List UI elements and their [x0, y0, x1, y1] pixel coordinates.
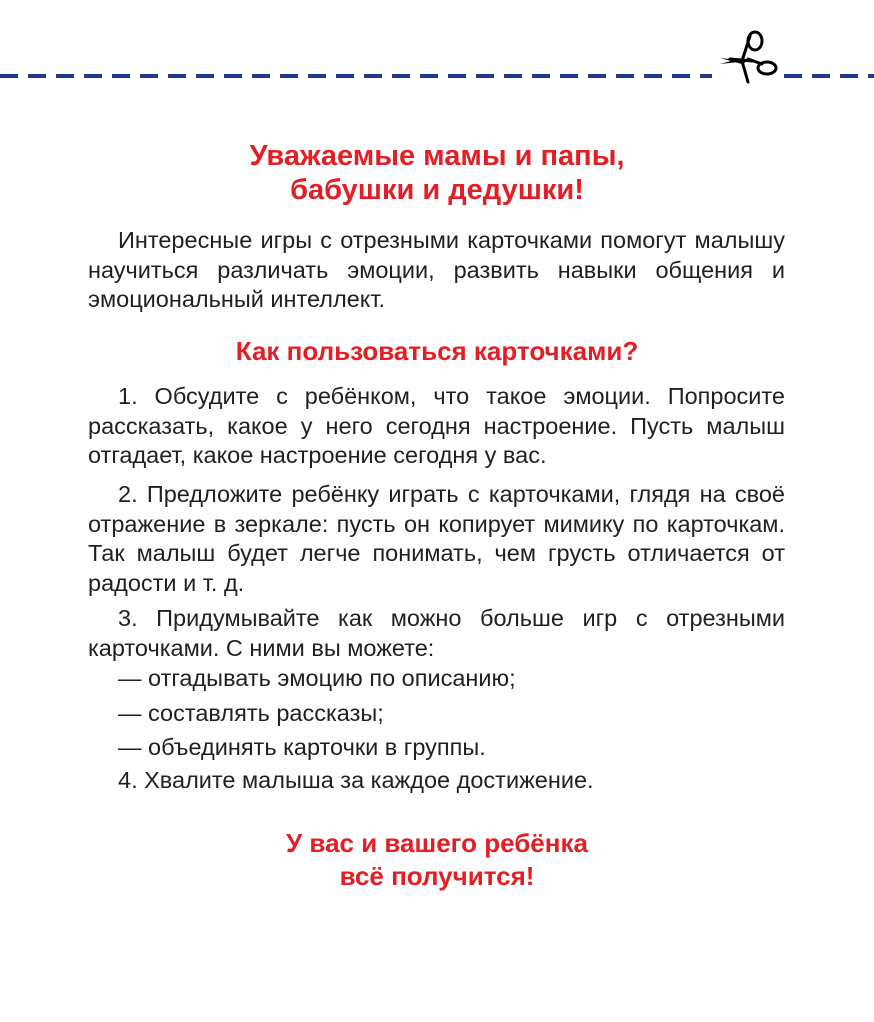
step-4: 4. Хвалите малыша за каждое достижение. — [118, 767, 594, 793]
sub-item-3: — объединять карточки в группы. — [118, 734, 486, 760]
step-3: 3. Придумывайте как можно больше игр с отрезными карточками. С ними вы можете: — [88, 605, 785, 661]
sub-item-2: — составлять рассказы; — [118, 700, 384, 726]
greeting-line-2: бабушки и дедушки! — [290, 174, 584, 206]
scissors-icon — [712, 30, 782, 86]
closing-line-2: всё получится! — [339, 861, 535, 891]
step-1: 1. Обсудите с ребёнком, что такое эмоции. Попросите рассказать, какое у него сегодня настроение. Пусть малыш отгадает, какое настроение сегодня у вас. — [88, 383, 785, 468]
closing-line-1: У вас и вашего ребёнка — [286, 828, 588, 858]
sub-item-1: — отгадывать эмоцию по описанию; — [118, 665, 516, 691]
step-2: 2. Предложите ребёнку играть с карточками, глядя на своё отражение в зеркале: пусть он копирует мимику по карточкам. Так малыш будет легче понимать, чем грусть отличается от радости и т. д. — [88, 481, 785, 596]
intro-paragraph: Интересные игры с отрезными карточками помогут малышу научиться различать эмоции, развить навыки общения и эмоциональный интеллект. — [88, 227, 785, 312]
closing-heading — [0, 827, 874, 893]
greeting-line-1: Уважаемые мамы и папы, — [249, 140, 625, 172]
how-to-heading: Как пользоваться карточками? — [235, 336, 639, 366]
greeting-heading — [0, 139, 874, 207]
